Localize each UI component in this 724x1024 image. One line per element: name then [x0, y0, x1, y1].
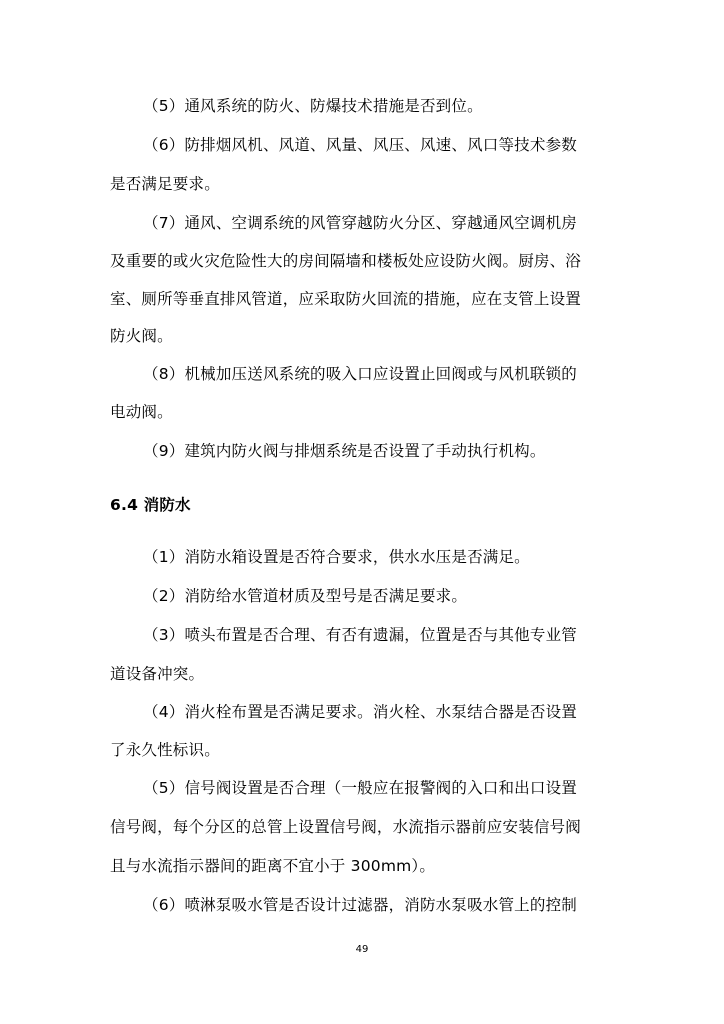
paragraph-line: 了永久性标识。 — [110, 741, 220, 759]
paragraph-line: 信号阀，每个分区的总管上设置信号阀，水流指示器前应安装信号阀 — [110, 818, 582, 836]
paragraph-line: （3）喷头布置是否合理、有否有遗漏，位置是否与其他专业管 — [143, 626, 577, 644]
paragraph-line: （5）通风系统的防火、防爆技术措施是否到位。 — [143, 97, 483, 115]
paragraph-line: 及重要的或火灾危险性大的房间隔墙和楼板处应设防火阀。厨房、浴 — [110, 252, 582, 270]
paragraph-line: 防火阀。 — [110, 327, 173, 345]
paragraph-line: （6）喷淋泵吸水管是否设计过滤器，消防水泵吸水管上的控制 — [143, 896, 577, 914]
page-number: 49 — [355, 944, 369, 955]
paragraph-line: （7）通风、空调系统的风管穿越防火分区、穿越通风空调机房 — [143, 214, 577, 232]
paragraph-line: 道设备冲突。 — [110, 665, 205, 683]
paragraph-line: （1）消防水箱设置是否符合要求，供水水压是否满足。 — [143, 548, 530, 566]
paragraph-line: 电动阀。 — [110, 403, 173, 421]
paragraph-line: （9）建筑内防火阀与排烟系统是否设置了手动执行机构。 — [143, 442, 546, 460]
paragraph-line: （2）消防给水管道材质及型号是否满足要求。 — [143, 587, 468, 605]
paragraph-line: （6）防排烟风机、风道、风量、风压、风速、风口等技术参数 — [143, 136, 577, 154]
paragraph-line: （5）信号阀设置是否合理（一般应在报警阀的入口和出口设置 — [143, 779, 577, 797]
section-heading: 6.4 消防水 — [110, 496, 191, 514]
paragraph-line: 且与水流指示器间的距离不宜小于 300mm）。 — [110, 857, 436, 875]
paragraph-line: （8）机械加压送风系统的吸入口应设置止回阀或与风机联锁的 — [143, 365, 577, 383]
paragraph-line: 室、厕所等垂直排风管道，应采取防火回流的措施，应在支管上设置 — [110, 290, 582, 308]
paragraph-line: 是否满足要求。 — [110, 175, 220, 193]
paragraph-line: （4）消火栓布置是否满足要求。消火栓、水泵结合器是否设置 — [143, 703, 577, 721]
